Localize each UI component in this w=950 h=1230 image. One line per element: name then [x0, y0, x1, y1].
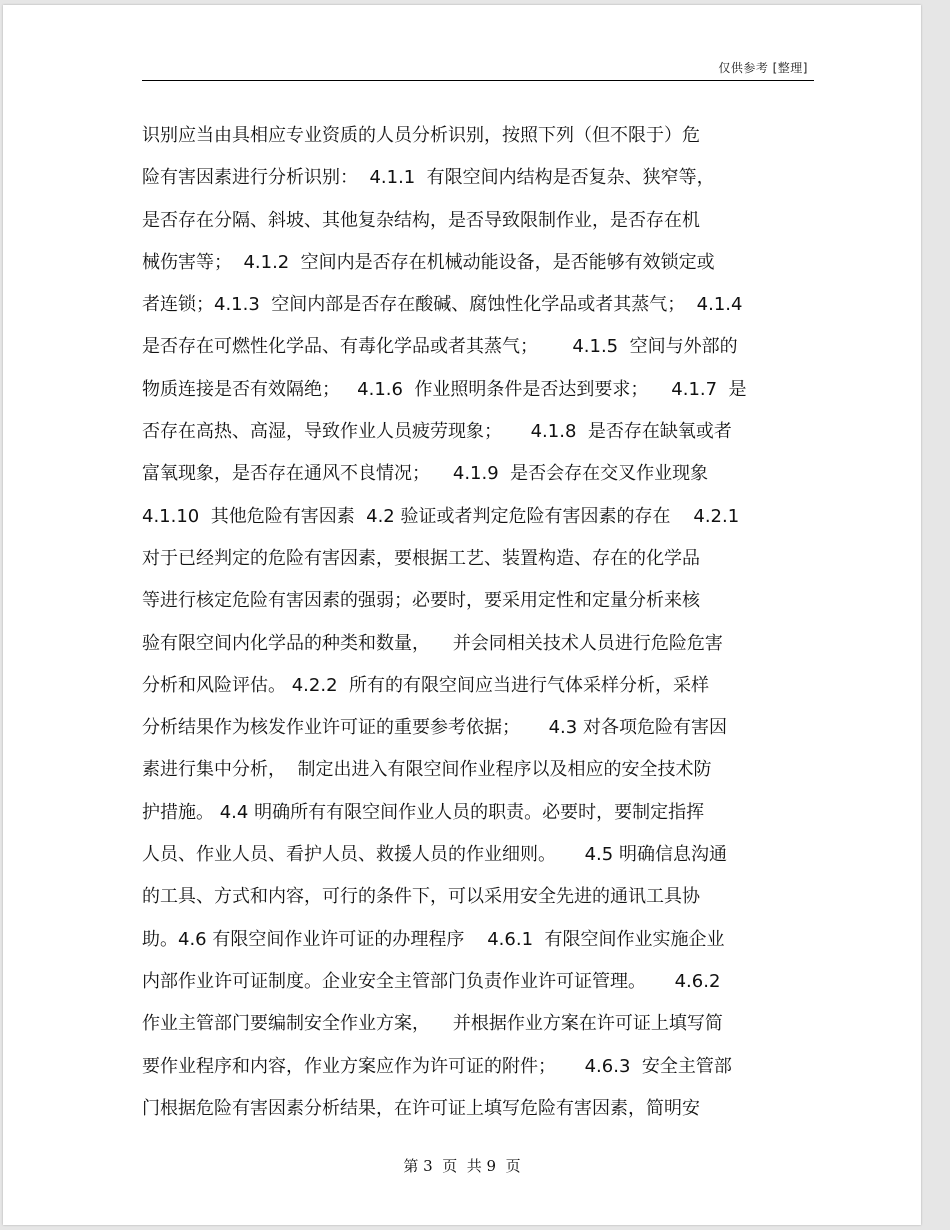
- text-line: 识别应当由具相应专业资质的人员分析识别，按照下列（但不限于）危: [142, 125, 700, 146]
- text-line: 的工具、方式和内容，可行的条件下，可以采用安全先进的通讯工具协: [142, 886, 700, 908]
- text-line: 富氧现象，是否存在通风不良情况； 4.1.9 是否会存在交叉作业现象: [142, 463, 709, 485]
- text-line: 要作业程序和内容，作业方案应作为许可证的附件； 4.6.3 安全主管部: [142, 1055, 732, 1077]
- text-line: 者连锁；4.1.3 空间内部是否存在酸碱、腐蚀性化学品或者其蒸气； 4.1.4: [142, 294, 743, 316]
- text-line: 门根据危险有害因素分析结果，在许可证上填写危险有害因素，简明安: [142, 1097, 700, 1119]
- text-line: 人员、作业人员、看护人员、救援人员的作业细则。 4.5 明确信息沟通: [142, 844, 727, 866]
- body-text: [142, 115, 822, 1130]
- text-line: 4.1.10 其他危险有害因素 4.2 验证或者判定危险有害因素的存在 4.2.1: [142, 505, 740, 527]
- text-line: 助。4.6 有限空间作业许可证的办理程序 4.6.1 有限空间作业实施企业: [142, 928, 725, 950]
- text-line: 护措施。 4.4 明确所有有限空间作业人员的职责。必要时，要制定指挥: [142, 801, 705, 823]
- text-line: 素进行集中分析， 制定出进入有限空间作业程序以及相应的安全技术防: [142, 759, 712, 781]
- header-note: 仅供参考 [整理]: [718, 61, 808, 75]
- text-line: 物质连接是否有效隔绝； 4.1.6 作业照明条件是否达到要求； 4.1.7 是: [142, 378, 747, 400]
- text-line: 分析结果作为核发作业许可证的重要参考依据； 4.3 对各项危险有害因: [142, 717, 727, 739]
- text-line: 是否存在分隔、斜坡、其他复杂结构，是否导致限制作业，是否存在机: [142, 209, 700, 231]
- text-line: 对于已经判定的危险有害因素，要根据工艺、装置构造、存在的化学品: [142, 547, 700, 569]
- text-line: 械伤害等； 4.1.2 空间内是否存在机械动能设备，是否能够有效锁定或: [142, 251, 715, 273]
- text-line: 作业主管部门要编制安全作业方案， 并根据作业方案在许可证上填写简: [142, 1013, 723, 1035]
- header-divider: [142, 80, 814, 81]
- text-line: 否存在高热、高湿，导致作业人员疲劳现象； 4.1.8 是否存在缺氧或者: [142, 421, 732, 443]
- text-line: 险有害因素进行分析识别： 4.1.1 有限空间内结构是否复杂、狭窄等，: [142, 167, 715, 189]
- text-line: 等进行核定危险有害因素的强弱；必要时，要采用定性和定量分析来核: [142, 590, 700, 612]
- text-line: 验有限空间内化学品的种类和数量， 并会同相关技术人员进行危险危害: [142, 632, 723, 654]
- text-line: 内部作业许可证制度。企业安全主管部门负责作业许可证管理。 4.6.2: [142, 970, 721, 992]
- page-number: 第 3 页 共 9 页: [403, 1157, 521, 1175]
- document-page: [3, 5, 921, 1225]
- text-line: 分析和风险评估。 4.2.2 所有的有限空间应当进行气体采样分析，采样: [142, 674, 709, 696]
- text-line: 是否存在可燃性化学品、有毒化学品或者其蒸气； 4.1.5 空间与外部的: [142, 336, 738, 358]
